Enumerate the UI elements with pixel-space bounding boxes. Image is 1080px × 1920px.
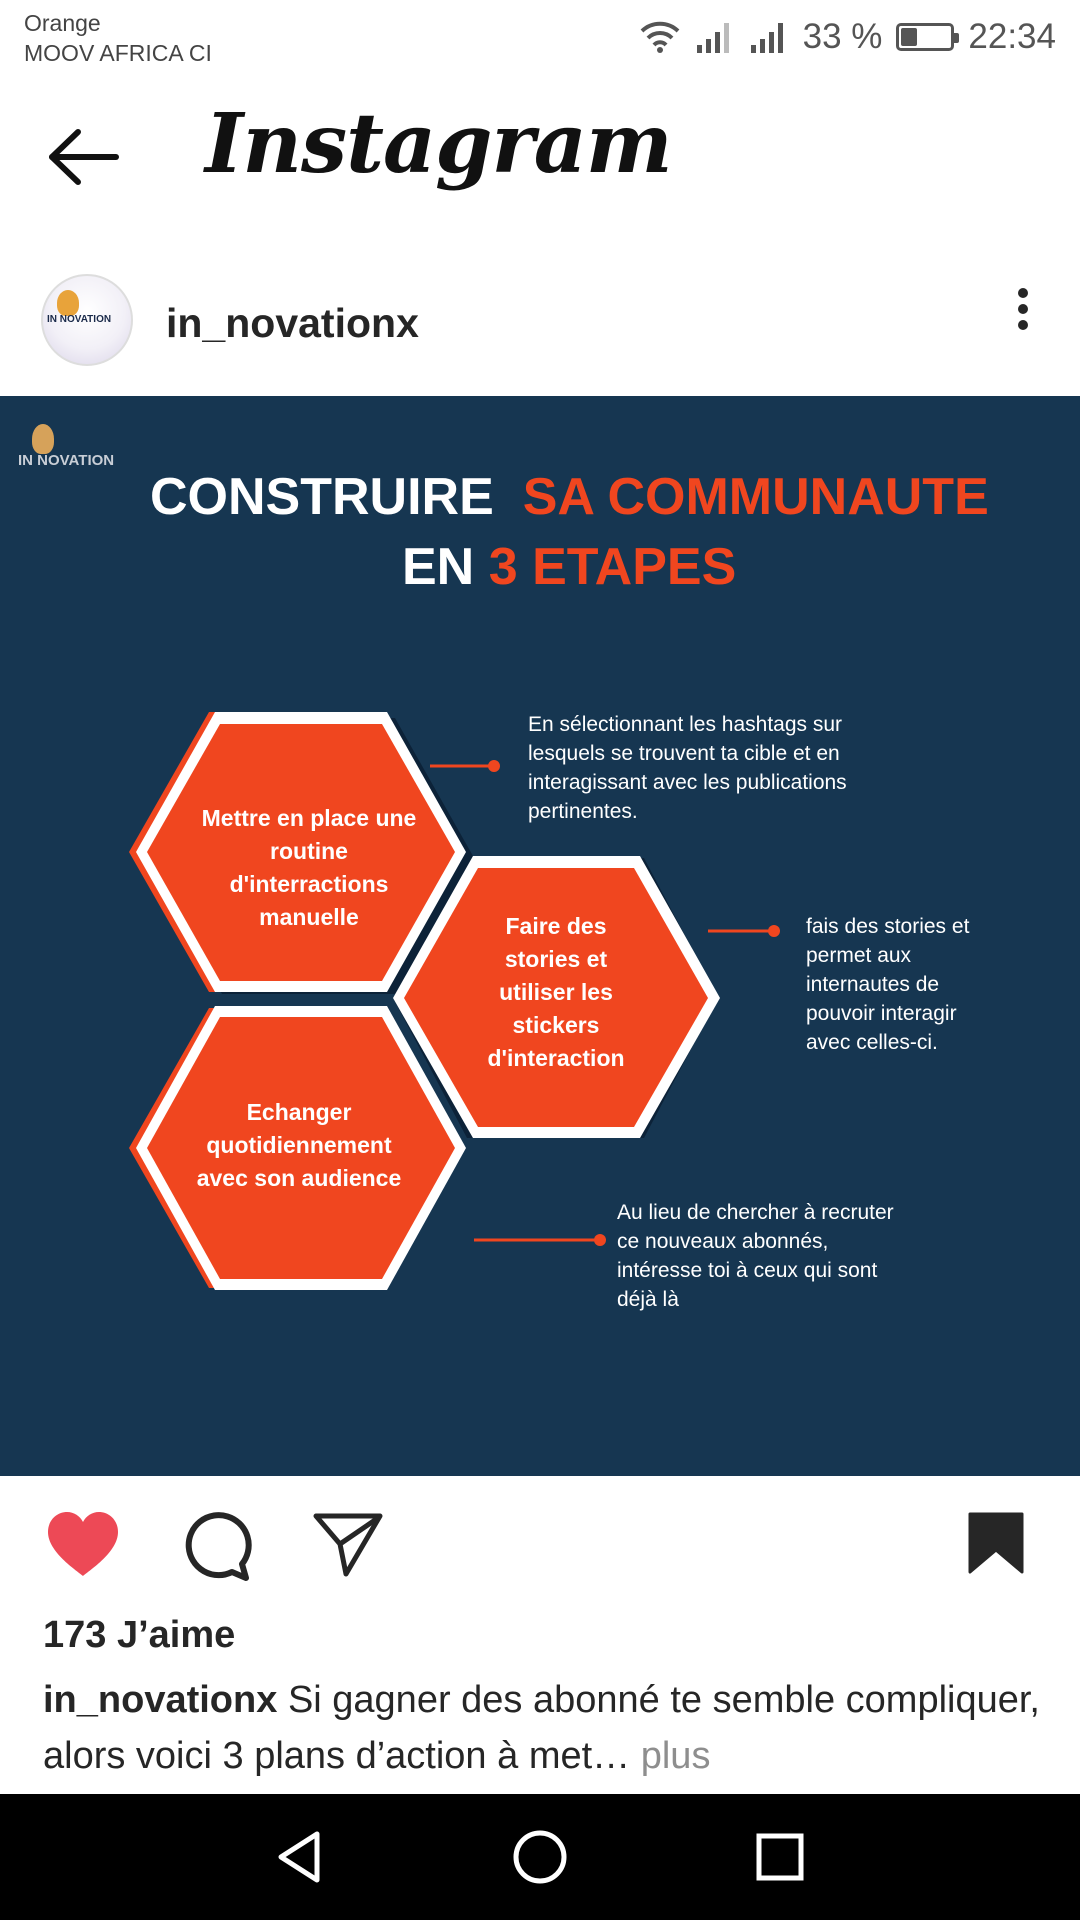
- triangle-back-icon: [267, 1824, 333, 1890]
- step-1-description: En sélectionnant les hashtags sur lesquels se trouvent ta cible et en interagissant avec les publications pertinentes.: [528, 713, 847, 823]
- battery-icon: [896, 23, 954, 51]
- image-logo-text: IN NOVATION: [18, 452, 115, 469]
- send-icon: [312, 1510, 384, 1578]
- back-button[interactable]: [44, 124, 124, 190]
- hexagon-2-label: Faire des stories et utiliser les stickers d'interaction: [487, 913, 625, 1071]
- headline-orange-1: SA COMMUNAUTE: [522, 468, 989, 526]
- avatar[interactable]: [41, 274, 133, 366]
- instagram-logo: Instagram: [205, 96, 672, 192]
- nav-back-button[interactable]: [267, 1824, 333, 1890]
- post-image[interactable]: [0, 396, 1080, 1476]
- more-options-button[interactable]: [1008, 282, 1038, 352]
- headline-white-1: CONSTRUIRE: [150, 468, 494, 526]
- more-dot: [1018, 288, 1028, 298]
- connector-3-dot: [594, 1234, 606, 1246]
- nav-recents-button[interactable]: [747, 1824, 813, 1890]
- system-nav-bar: [0, 1794, 1080, 1920]
- bulb-icon: [57, 290, 79, 316]
- hexagon-1-label: Mettre en place une routine d'interractions manuelle: [201, 805, 417, 930]
- signal-icon-sim1: [695, 19, 735, 55]
- caption-text: Si gagner des abonné te semble compliquer, alors voici 3 plans d’action à met…: [43, 1679, 1040, 1777]
- comment-icon: [180, 1510, 252, 1582]
- avatar-brand-text: IN NOVATION: [47, 314, 112, 325]
- likes-count[interactable]: 173 J’aime: [43, 1614, 236, 1656]
- signal-icon-sim2: [749, 19, 789, 55]
- heart-icon: [46, 1510, 120, 1580]
- carrier-name-2: MOOV AFRICA CI: [24, 40, 212, 66]
- share-button[interactable]: [312, 1510, 392, 1590]
- post-actions: [0, 1476, 1080, 1616]
- battery-level: [901, 28, 917, 46]
- bookmark-icon: [966, 1510, 1026, 1576]
- clock: 22:34: [968, 17, 1056, 56]
- caption-more-link[interactable]: plus: [640, 1735, 711, 1777]
- more-dot: [1018, 320, 1028, 330]
- step-3-description: Au lieu de chercher à recruter ce nouveaux abonnés, intéresse toi à ceux qui sont déjà là: [617, 1201, 894, 1311]
- post-header: [0, 262, 1080, 392]
- save-button[interactable]: [966, 1510, 1046, 1590]
- circle-home-icon: [507, 1824, 573, 1890]
- more-dot: [1018, 304, 1028, 314]
- like-button[interactable]: [46, 1510, 126, 1590]
- step-2-description: fais des stories et permet aux internautes de pouvoir interagir avec celles-ci.: [806, 915, 970, 1054]
- carrier-name-1: Orange: [24, 10, 101, 36]
- status-bar: [0, 0, 1080, 76]
- connector-2-dot: [768, 925, 780, 937]
- connector-1-dot: [488, 760, 500, 772]
- battery-percent: 33 %: [802, 17, 883, 56]
- caption-username[interactable]: in_novationx: [43, 1679, 278, 1721]
- arrow-left-icon: [44, 124, 124, 190]
- square-recents-icon: [747, 1824, 813, 1890]
- nav-home-button[interactable]: [507, 1824, 573, 1890]
- post-username[interactable]: in_novationx: [166, 300, 419, 346]
- headline-orange-2: 3 ETAPES: [488, 538, 737, 596]
- hexagon-3-label: Echanger quotidiennement avec son audience: [196, 1099, 402, 1191]
- headline-white-2: EN: [402, 538, 475, 596]
- status-icons: [639, 12, 1056, 62]
- comment-button[interactable]: [180, 1510, 260, 1590]
- post-caption[interactable]: [43, 1672, 1043, 1784]
- carrier-info: [24, 8, 212, 68]
- app-bar: [0, 76, 1080, 236]
- wifi-icon: [639, 19, 681, 55]
